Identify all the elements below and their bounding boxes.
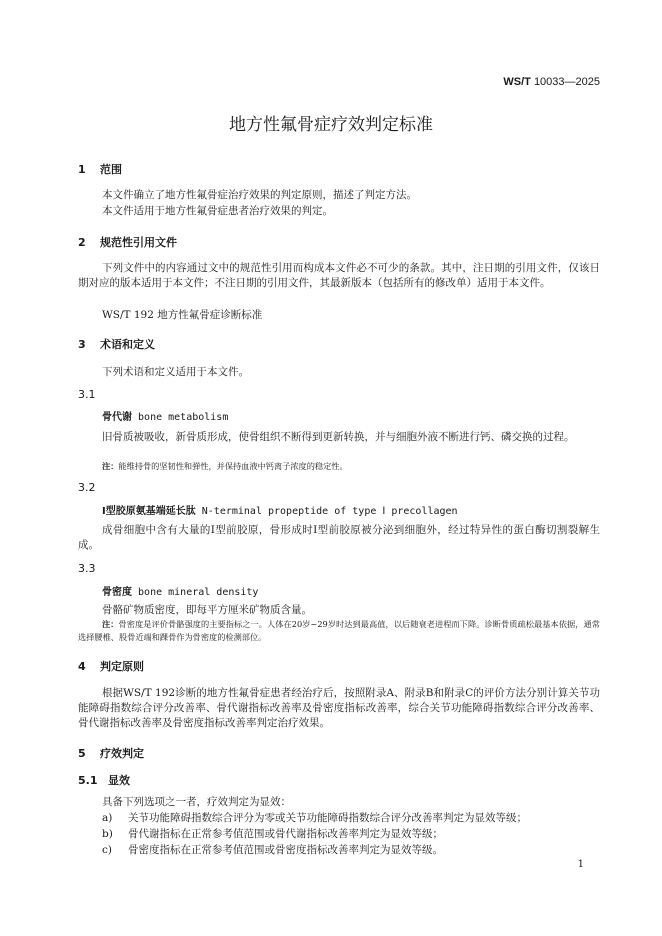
section-number: 3 — [78, 338, 86, 351]
section-1-heading — [78, 161, 122, 177]
section-number: 2 — [78, 236, 86, 249]
term-zh: Ⅰ型胶原氨基端延长肽 — [102, 506, 196, 517]
term-number: 3.1 — [78, 388, 96, 401]
page-number: 1 — [577, 859, 584, 870]
list-marker: c) — [102, 844, 112, 856]
subsection-number: 5.1 — [78, 774, 98, 787]
section-number: 1 — [78, 163, 86, 176]
note-label: 注： — [102, 461, 119, 471]
list-text: 关节功能障碍指数综合评分为零或关节功能障碍指数综合评分改善率判定为显效等级； — [128, 812, 527, 824]
subsection-5-1-heading — [78, 772, 130, 788]
note — [78, 618, 600, 644]
section-title: 范围 — [100, 163, 122, 176]
section-title: 规范性引用文件 — [100, 236, 177, 249]
paragraph: 下列文件中的内容通过文中的规范性引用而构成本文件必不可少的条款。其中，注日期的引用文件，仅该日期对应的版本适用于本文件；不注日期的引用文件，其最新版本（包括所有的修改单）适用于本文件。 — [78, 262, 600, 289]
section-number: 4 — [78, 660, 86, 673]
note-label: 注： — [102, 619, 119, 629]
document-title: 地方性氟骨症疗效判定标准 — [229, 115, 433, 135]
paragraph: 本文件确立了地方性氟骨症治疗效果的判定原则，描述了判定方法。 — [102, 189, 417, 201]
section-title: 判定原则 — [100, 660, 144, 673]
normative-reference: WS/T 192 地方性氟骨症诊断标准 — [102, 309, 263, 321]
term-entry — [102, 502, 458, 517]
list-item — [102, 826, 443, 841]
term-en: bone metabolism — [138, 412, 229, 423]
list-marker: b) — [102, 828, 113, 840]
section-title: 疗效判定 — [100, 747, 144, 760]
paragraph: 具备下列选项之一者，疗效判定为显效： — [102, 796, 291, 808]
term-entry — [102, 583, 258, 598]
list-text: 骨密度指标在正常参考值范围或骨密度指标改善率判定为显效等级。 — [128, 844, 443, 856]
term-definition: 骨骼矿物质密度，即每平方厘米矿物质含量。 — [102, 604, 312, 616]
section-title: 术语和定义 — [100, 338, 155, 351]
list-text: 骨代谢指标在正常参考值范围或骨代谢指标改善率判定为显效等级； — [128, 828, 443, 840]
paragraph: 根据WS/T 192诊断的地方性氟骨症患者经治疗后，按照附录A、附录B和附录C的评价方法分别计算关节功能障碍指数综合评分改善率、骨代谢指标改善率及骨密度指标改善率，综合关节功能障碍指数综合评分改善率、骨代谢指标改善率及骨密度指标改善率判定治疗效果。 — [78, 687, 600, 729]
note — [78, 460, 600, 473]
section-4-heading — [78, 658, 144, 674]
list-marker: a) — [102, 812, 113, 824]
term-number: 3.2 — [78, 481, 96, 494]
standard-code: 10033—2025 — [533, 76, 600, 88]
term-zh: 骨密度 — [102, 587, 132, 598]
term-definition: 旧骨质被吸收，新骨质形成，使骨组织不断得到更新转换，并与细胞外液不断进行钙、磷交换的过程。 — [102, 431, 575, 443]
note-text: 骨密度是评价骨骼强度的主要指标之一。人体在20岁~29岁时达到最高值，以后随衰老进程而下降。诊断骨质疏松最基本依据，通常选择腰椎、股骨近端和踝骨作为骨密度的检测部位。 — [78, 619, 600, 642]
paragraph: 本文件适用于地方性氟骨症患者治疗效果的判定。 — [102, 205, 333, 217]
section-number: 5 — [78, 747, 86, 760]
standard-number — [503, 76, 600, 88]
list-item — [102, 810, 527, 825]
term-zh: 骨代谢 — [102, 412, 132, 423]
term-entry — [102, 408, 228, 423]
list-item — [102, 842, 443, 857]
term-en: N-terminal propeptide of type Ⅰ precollagen — [201, 506, 458, 517]
standard-prefix: WS/T — [503, 76, 531, 88]
paragraph: 下列术语和定义适用于本文件。 — [102, 366, 249, 378]
term-number: 3.3 — [78, 562, 96, 575]
subsection-title: 显效 — [108, 774, 130, 787]
section-5-heading — [78, 745, 144, 761]
term-definition: 成骨细胞中含有大量的Ⅰ型前胶原，骨形成时Ⅰ型前胶原被分泌到细胞外，经过特异性的蛋白酶切割裂解生成。 — [78, 524, 600, 551]
section-2-heading — [78, 234, 177, 250]
section-3-heading — [78, 336, 155, 352]
note-text: 能维持骨的坚韧性和弹性，并保持血液中钙离子浓度的稳定性。 — [118, 461, 348, 471]
term-en: bone mineral density — [138, 587, 259, 598]
